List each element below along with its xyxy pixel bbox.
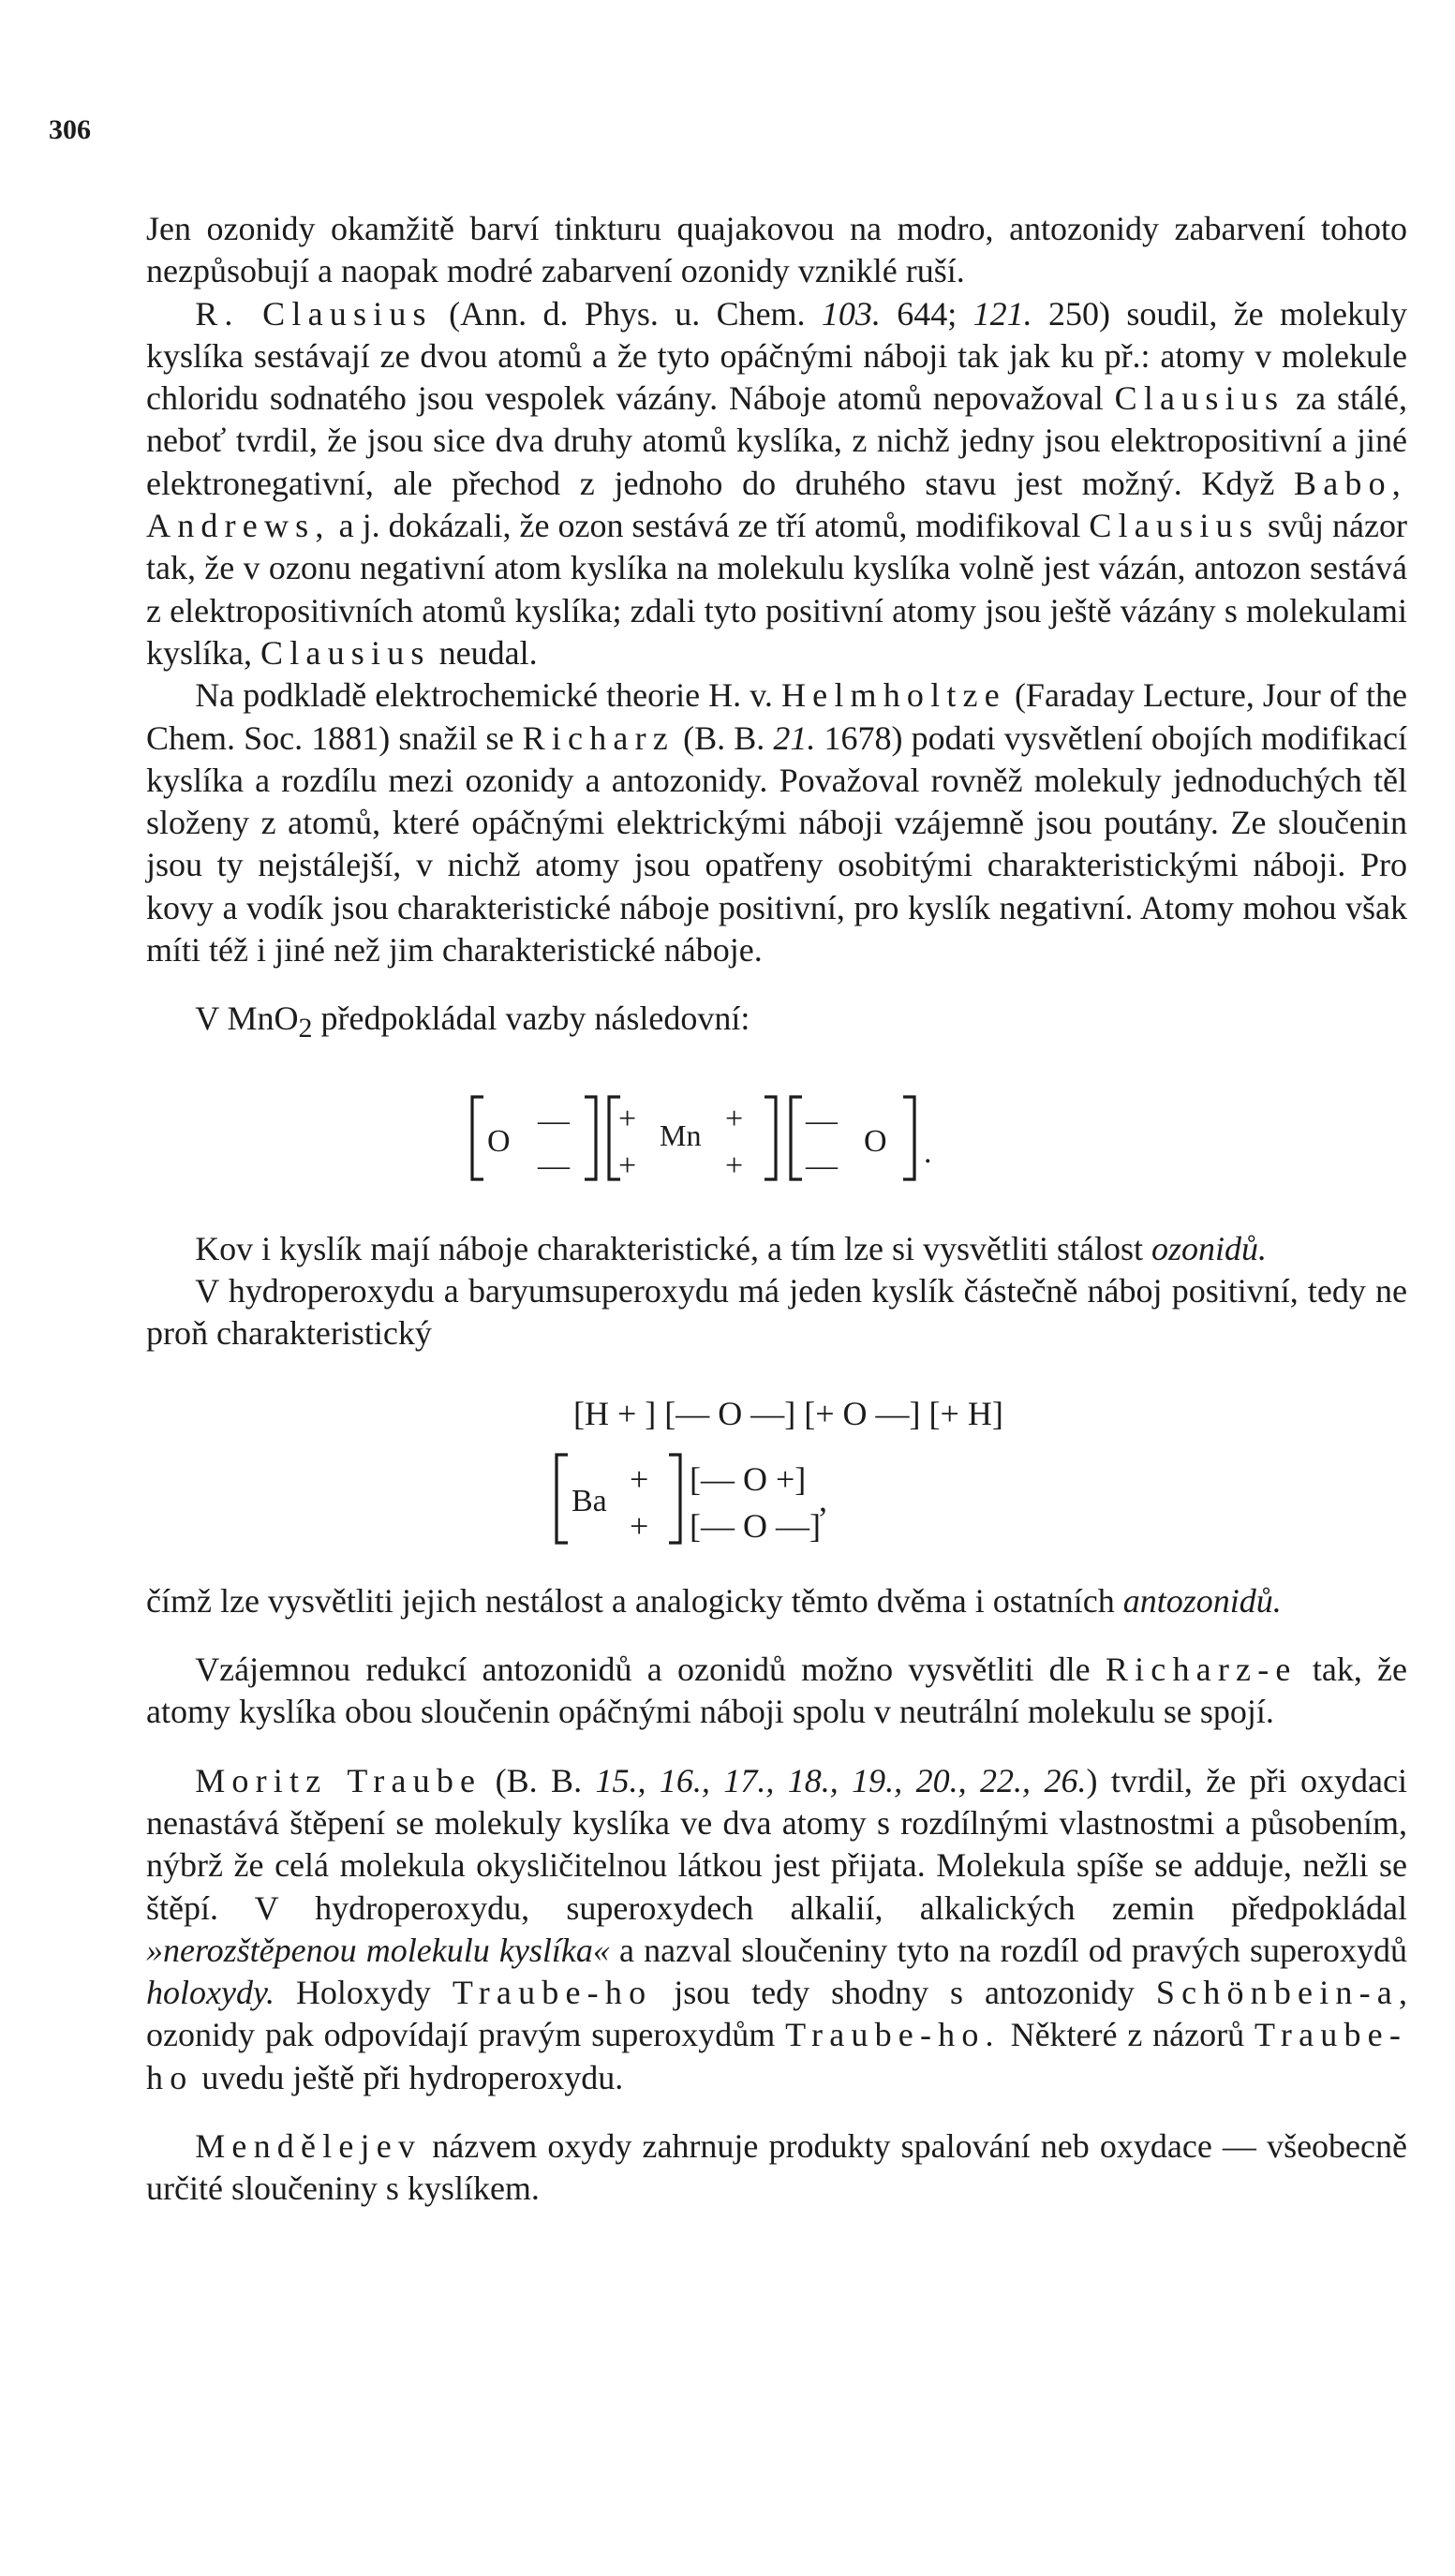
text-run: předpokládal vazby následovní: [312,999,750,1038]
bracket-open [557,1455,568,1543]
text-run: neudal. [430,633,538,672]
text-run: Na podkladě elektrochemické theorie H. v. [195,676,781,715]
author-name: Traube-ho [146,2016,1408,2096]
text-run: (B. B. [674,718,774,757]
formula-oxygen-bottom: [— O —] [690,1506,821,1545]
volume-numbers: 15., 16., 17., 18., 19., 20., 22., 26. [595,1761,1087,1799]
paragraph-mendelejev [146,2125,1407,2211]
plus-charge: + [630,1506,649,1545]
formula-oxygen-top: [— O +] [690,1459,807,1498]
author-name: Clausius [260,633,431,672]
text-run: V MnO [195,999,299,1038]
bracket-open [791,1097,802,1179]
paragraph-mno2 [146,998,1407,1049]
paragraph-kov [146,1228,1407,1270]
bracket-close [765,1097,776,1179]
text-run: Některé z názorů [1000,2016,1255,2054]
text-run: uvedu ještě při hydroperoxydu. [193,2058,624,2096]
manganese-symbol: Mn [660,1118,702,1152]
page-body [146,208,1407,2211]
text-run: 644; [880,294,973,333]
author-name: Helmholtze [780,676,1006,715]
oxygen-symbol: O [864,1123,887,1159]
formula-peroxides-drawing [418,1380,1167,1558]
formula-mno2-drawing [455,1088,1167,1191]
plus-charge: + [725,1101,744,1136]
oxygen-symbol: O [487,1123,511,1159]
author-name: Clausius [1089,507,1260,545]
italic-term: holoxydy. [146,1974,275,2012]
author-name: Moritz Traube [195,1761,483,1799]
italic-term: »nerozštěpenou molekulu kyslíka« [146,1931,610,1969]
author-name: Traube-ho. [785,2016,1001,2054]
bracket-close [903,1097,914,1179]
text-run: a nazval sloučeniny tyto na rozdíl od pravých superoxydů [609,1931,1408,1969]
formula-hydroperoxyd: [H + ] [— O —] [+ O —] [+ H] [573,1394,1003,1432]
minus-charge: — [806,1103,838,1138]
author-name: Richarz [522,718,675,757]
text-run: svůj názor tak, že v ozonu negativní atom kyslíka na molekulu kyslíka volně jest vázán, antozon sestává z elektropositivních atomů kyslíka; zdali tyto positivní atomy jsou ještě vázány s molekulami kyslíka, [146,507,1407,672]
formula-peroxides [146,1380,1407,1558]
author-name: Schönbein-a [1155,1974,1399,2012]
text-run: (Faraday Lecture, Jour of the Chem. Soc. 1881) snažil se [146,676,1407,757]
text-run: za stálé, neboť tvrdil, že jsou sice dva druhy atomů kyslíka, z nichž jedny jsou elektropositivní a jiné elektronegativní, ale přechod z jednoho do druhého stavu jest možný. Když [146,379,1407,502]
text-run: a j. dokázali, že ozon sestává ze tří atomů, modifikoval [330,507,1090,545]
minus-charge: — [806,1147,838,1183]
text-run: Kov i kyslík mají náboje charakteristické, a tím lze si vysvětliti stálost [195,1229,1151,1267]
formula-mno2 [146,1088,1407,1191]
minus-charge: — [538,1147,570,1183]
author-name: Richarz-e [1105,1651,1298,1689]
paragraph-1: Jen ozonidy okamžitě barví tinkturu quajakovou na modro, antozonidy zabarvení tohoto nezpůsobují a naopak modré zabarvení ozonidy vzniklé ruší. [146,210,1407,290]
volume-number: 121. [972,294,1032,333]
bracket-close [585,1097,596,1179]
author-name: Babo, Andrews, [146,464,1407,545]
italic-term: ozonidů. [1151,1229,1267,1267]
paragraph-hydroperoxyd: V hydroperoxydu a baryumsuperoxydu má jeden kyslík částečně náboj positivní, tedy ne proň charakteristický [146,1272,1407,1353]
text-run: názvem oxydy zahrnuje produkty spalování neb oxydace — všeobecně určité sloučeniny s kyslíkem. [146,2126,1407,2208]
plus-charge: + [630,1459,649,1498]
volume-number: 103. [821,294,881,333]
italic-term: antozonidů. [1122,1581,1282,1620]
page-number: 306 [49,114,91,145]
text-run: (Ann. d. Phys. u. Chem. [432,294,822,333]
bracket-open [472,1097,483,1179]
volume-number: 21. [773,718,816,757]
text-run: tak, že atomy kyslíka obou sloučenin opáčnými náboji spolu v neutrální molekulu se spojí. [146,1651,1408,1731]
text-run: čímž lze vysvětliti jejich nestálost a analogicky těmto dvěma i ostatních [146,1581,1123,1620]
text-run: , ozonidy pak odpovídají pravým superoxydům [146,1974,1407,2054]
comma: , [819,1480,827,1518]
paragraph-nestalost [146,1580,1407,1622]
plus-charge: + [618,1147,637,1183]
author-name: Mendělejev [195,2126,423,2165]
barium-symbol: Ba [572,1483,607,1518]
text-run: (B. B. [482,1761,596,1799]
author-name: R. Clausius [195,294,433,333]
paragraph-helmholtz [146,674,1407,971]
bracket-close [669,1455,680,1543]
plus-charge: + [618,1101,637,1136]
paragraph-clausius [146,293,1407,675]
minus-charge: — [538,1103,570,1138]
plus-charge: + [725,1147,744,1183]
period: . [924,1134,932,1170]
paragraph-redukce [146,1649,1407,1734]
text-run: 250) soudil, že molekuly kyslíka sestávají ze dvou atomů a že tyto opáčnými náboji tak jak ku př.: atomy v molekule chloridu sodnatého jsou vespolek vázány. Náboje atomů nepovažoval [146,294,1407,418]
paragraph-traube [146,1760,1407,2099]
author-name: Clausius [1114,379,1285,418]
text-run: Vzájemnou redukcí antozonidů a ozonidů možno vysvětliti dle [195,1651,1106,1689]
text-run: ) tvrdil, že při oxydaci nenastává štěpení se molekuly kyslíka ve dva atomy s rozdílnými vlastnostmi a působením, nýbrž že celá molekula okysličitelnou látkou jest přijata. Molekula spíše se adduje, nežli se štěpí. V hydroperoxydu, superoxydech alkalií, alkalických zemin předpokládal [146,1761,1408,1927]
author-name: Traube-ho [452,1974,653,2012]
text-run: jsou tedy shodny s antozonidy [652,1974,1156,2012]
text-run: Holoxydy [274,1974,453,2012]
text-run: 1678) podati vysvětlení obojích modifikací kyslíka a rozdílu mezi ozonidy a antozonidy. Považoval rovněž molekuly jednoduchých těl složeny z atomů, které opáčnými elektrickými náboji vzájemně jsou poutány. Ze sloučenin jsou ty nejstálejší, v nichž atomy jsou opatřeny osobitými charakteristickými náboji. Pro kovy a vodík jsou charakteristické náboje positivní, pro kyslík negativní. Atomy mohou však míti též i jiné než jim charakteristické náboje. [146,718,1407,970]
subscript: 2 [298,1013,313,1044]
